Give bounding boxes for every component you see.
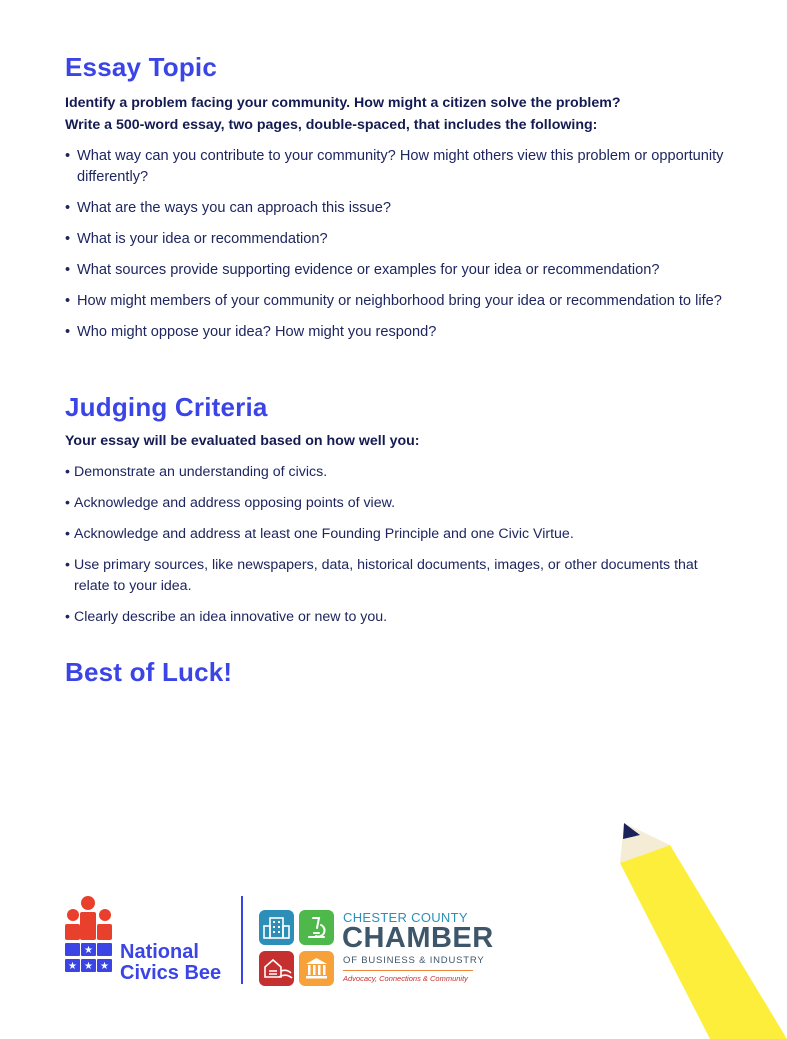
judging-criterion-item: • Demonstrate an understanding of civics. [65,462,735,483]
building-icon [259,910,294,945]
svg-text:★: ★ [84,945,93,956]
judging-criterion-item: • Acknowledge and address opposing points of view. [65,493,735,514]
closing-heading: Best of Luck! [65,657,233,687]
logo-divider [241,896,243,984]
national-civics-bee-logo [64,895,234,985]
svg-text:★: ★ [68,961,77,972]
bee-figure-head-center [81,896,95,910]
bee-figure-head-right [99,909,111,921]
essay-question-item: • How might members of your community or neighborhood bring your idea or recommendation to life? [65,291,735,312]
essay-lead-line-1: Identify a problem facing your community. How might a citizen solve the problem? [65,95,621,111]
essay-question-item: • What are the ways you can approach this issue? [65,198,735,219]
bee-logo-line-2: Civics Bee [120,962,222,984]
chamber-logo-subtitle: OF BUSINESS & INDUSTRY [343,955,485,966]
microscope-icon [299,910,334,945]
pencil-illustration [610,815,787,1039]
svg-text:★: ★ [84,961,93,972]
essay-question-item: • What way can you contribute to your community? How might others view this problem or opportunity differently? [65,146,735,188]
bee-figure-body-right [97,924,112,940]
judging-criteria-list [65,462,735,638]
chamber-logo-title: CHAMBER [342,922,494,954]
chamber-logo-rule [343,970,473,971]
judging-lead: Your essay will be evaluated based on how well you: [65,433,420,449]
judging-criterion-item: • Acknowledge and address at least one Founding Principle and one Civic Virtue. [65,524,735,545]
essay-lead [65,92,621,136]
chamber-logo-tiles [259,910,335,986]
bee-figure-body-left [65,924,80,940]
judging-criteria-heading: Judging Criteria [65,392,268,422]
essay-question-item: • Who might oppose your idea? How might you respond? [65,322,735,343]
essay-lead-line-2: Write a 500-word essay, two pages, double-spaced, that includes the following: [65,117,598,133]
museum-icon [299,951,334,986]
essay-topic-heading: Essay Topic [65,52,218,82]
chamber-logo-tagline: Advocacy, Connections & Community [343,974,468,983]
judging-criterion-item: • Use primary sources, like newspapers, data, historical documents, images, or other documents that relate to your idea. [65,555,735,597]
chamber-logo-top-line: CHESTER COUNTY [343,910,468,925]
essay-question-item: • What sources provide supporting evidence or examples for your idea or recommendation? [65,260,735,281]
essay-question-item: • What is your idea or recommendation? [65,229,735,250]
svg-text:★: ★ [100,961,109,972]
bee-figure-head-left [67,909,79,921]
bee-logo-line-1: National [120,941,199,963]
essay-question-list [65,146,735,353]
bee-figure-body-center [80,912,96,940]
judging-criterion-item: • Clearly describe an idea innovative or new to you. [65,607,735,628]
pencil-body [620,845,787,1039]
farm-icon [259,951,294,986]
